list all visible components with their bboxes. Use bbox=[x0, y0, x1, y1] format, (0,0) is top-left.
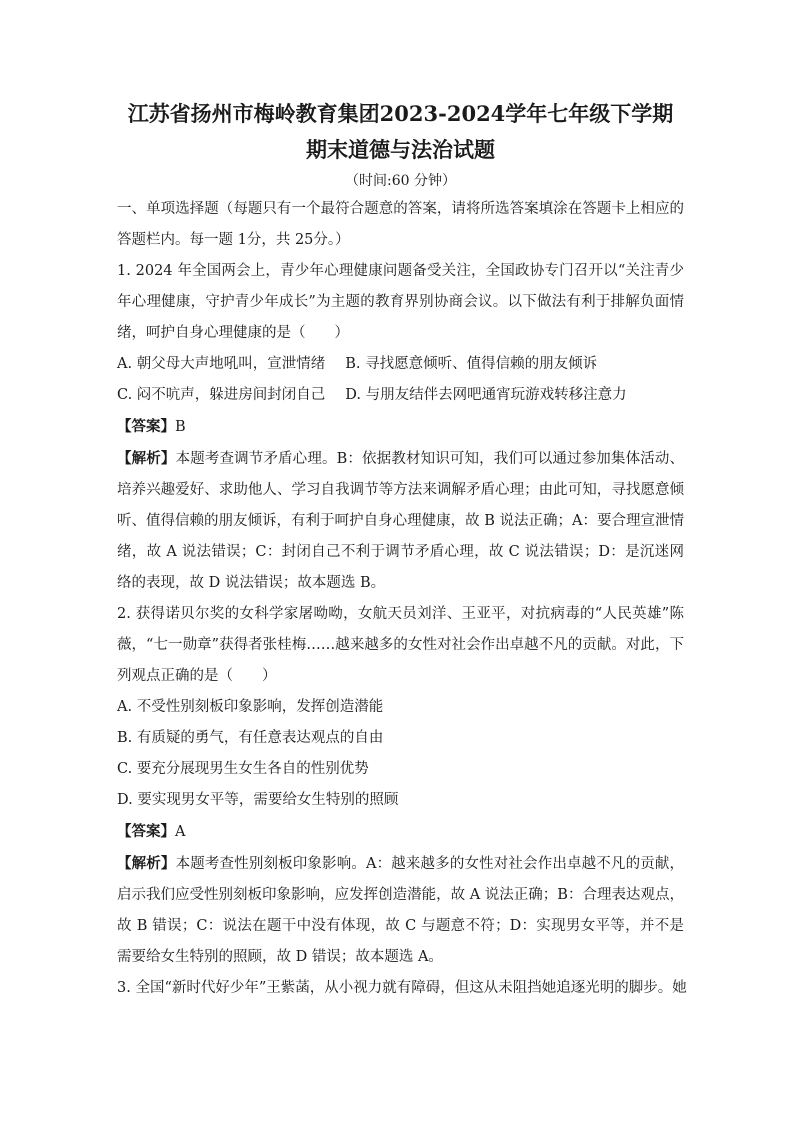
exam-title-line-2: 期末道德与法治试题 bbox=[306, 137, 495, 162]
question-1 bbox=[117, 256, 684, 599]
answer-value: A bbox=[175, 824, 186, 840]
option-row bbox=[117, 349, 684, 380]
option-d: D. 与朋友结伴去网吧通宵玩游戏转移注意力 bbox=[345, 387, 627, 403]
analysis bbox=[117, 848, 684, 973]
answer-value: B bbox=[175, 419, 186, 435]
option-b: B. 寻找愿意倾听、值得信赖的朋友倾诉 bbox=[345, 356, 598, 372]
option-c: C. 要充分展现男生女生各自的性别优势 bbox=[117, 761, 369, 777]
question-stem: 1. 2024 年全国两会上，青少年心理健康问题备受关注，全国政协专门召开以“关注青少年心理健康，守护青少年成长”为主题的教育界别协商会议。以下做法有利于排解负面情绪，呵护自身心理健康的是（ ） bbox=[117, 263, 684, 341]
answer-line bbox=[117, 411, 684, 443]
option-a: A. 朝父母大声地吼叫，宣泄情绪 bbox=[117, 356, 326, 372]
analysis-label: 【解析】 bbox=[117, 855, 176, 872]
question-stem: 3. 全国“新时代好少年”王紫菡，从小视力就有障碍，但这从未阻挡她追逐光明的脚步。她 bbox=[117, 980, 687, 996]
analysis bbox=[117, 443, 684, 599]
answer-line bbox=[117, 816, 684, 848]
exam-title-line-1: 江苏省扬州市梅岭教育集团2023-2024学年七年级下学期 bbox=[127, 101, 674, 126]
analysis-text: 本题考查性别刻板印象影响。A：越来越多的女性对社会作出卓越不凡的贡献，启示我们应受性别刻板印象影响，应发挥创造潜能，故 A 说法正确；B：合理表达观点，故 B 错误；C：说法在题干中没有体现，故 C 与题意不符；D：实现男女平等，并不是需要给女生特别的照顾，故 D 错误；故本题选 A。 bbox=[117, 856, 685, 965]
option-c: C. 闷不吭声，躲进房间封闭自己 bbox=[117, 387, 326, 403]
option-row bbox=[117, 380, 684, 411]
question-2 bbox=[117, 599, 684, 973]
exam-title bbox=[117, 96, 684, 168]
option-b: B. 有质疑的勇气，有任意表达观点的自由 bbox=[117, 730, 384, 746]
time-note: （时间:60 分钟） bbox=[345, 173, 456, 189]
section-instruction: 一、单项选择题（每题只有一个最符合题意的答案，请将所选答案填涂在答题卡上相应的答题栏内。每一题 1分，共 25分。） bbox=[117, 201, 684, 248]
analysis-text: 本题考查调节矛盾心理。B：依据教材知识可知，我们可以通过参加集体活动、培养兴趣爱好、求助他人、学习自我调节等方法来调解矛盾心理；由此可知，寻找愿意倾听、值得信赖的朋友倾诉，有利于呵护自身心理健康，故 B 说法正确；A：要合理宣泄情绪，故 A 说法错误；C：封闭自己不利于调节矛盾心理，故 C 说法错误；D：是沉迷网络的表现，故 D 说法错误；故本题选 B。 bbox=[117, 451, 684, 591]
option-a: A. 不受性别刻板印象影响，发挥创造潜能 bbox=[117, 699, 384, 715]
question-3 bbox=[117, 973, 687, 1004]
option-d: D. 要实现男女平等，需要给女生特别的照顾 bbox=[117, 792, 399, 808]
question-stem: 2. 获得诺贝尔奖的女科学家屠呦呦，女航天员刘洋、王亚平，对抗病毒的“人民英雄”陈薇，“七一勋章”获得者张桂梅……越来越多的女性对社会作出卓越不凡的贡献。对此，下列观点正确的是（ ） bbox=[117, 606, 684, 684]
analysis-label: 【解析】 bbox=[117, 450, 176, 467]
answer-label: 【答案】 bbox=[117, 823, 175, 840]
answer-label: 【答案】 bbox=[117, 418, 175, 435]
